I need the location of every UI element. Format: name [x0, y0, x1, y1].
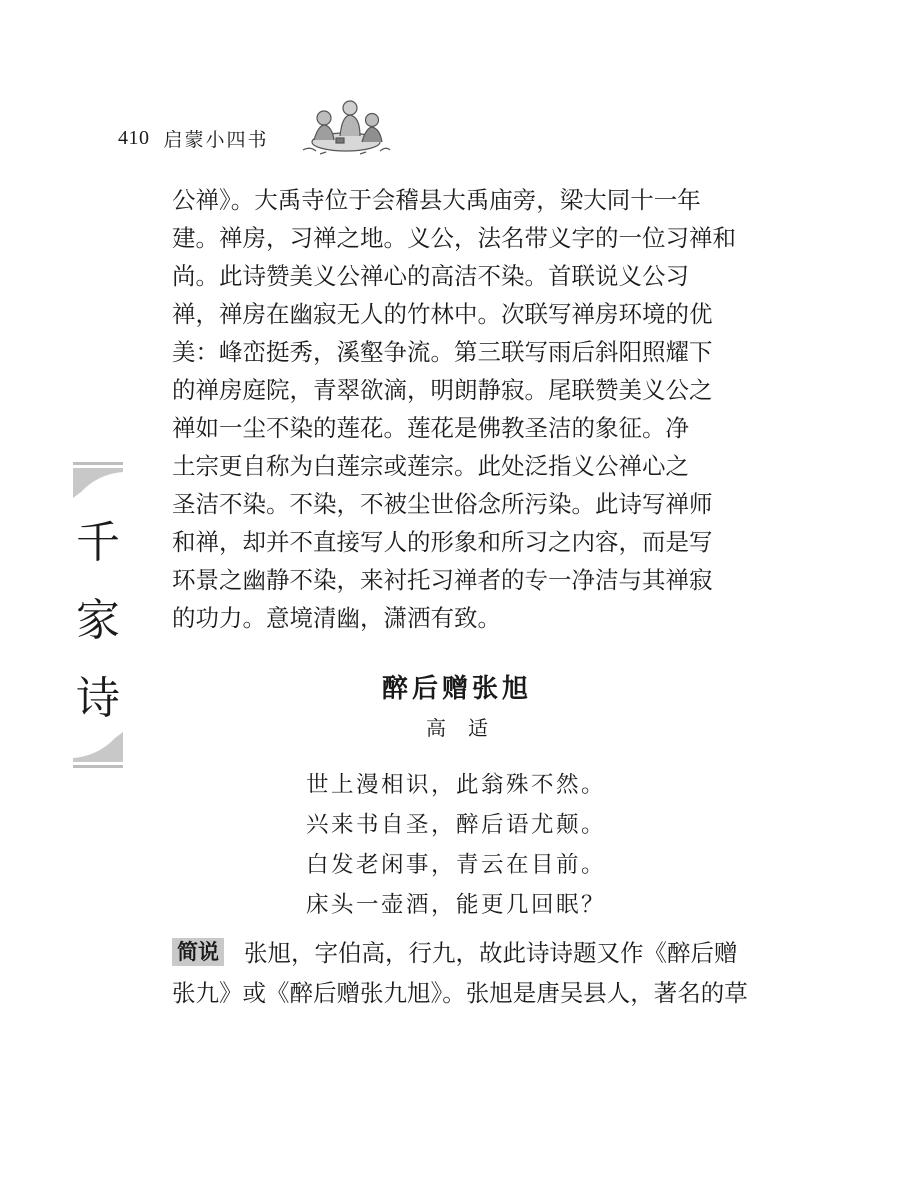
commentary: [172, 933, 748, 1013]
body-line: 美：峰峦挺秀，溪壑争流。第三联写雨后斜阳照耀下: [172, 338, 713, 366]
body-line: 的功力。意境清幽，潇洒有致。: [172, 604, 501, 632]
body-line: 建。禅房，习禅之地。义公，法名带义字的一位习禅和: [172, 224, 736, 252]
poem-title: 醉后赠张旭: [381, 674, 532, 704]
side-section-tab: [73, 462, 123, 768]
header-illustration: [300, 96, 392, 158]
poem-author: 高适: [426, 716, 510, 740]
body-line: 禅如一尘不染的莲花。莲花是佛教圣洁的象征。净: [172, 414, 689, 442]
body-line: 土宗更自称为白莲宗或莲宗。此处泛指义公禅心之: [172, 452, 689, 480]
poem-verse: 兴来书自圣，醉后语尤颠。: [306, 812, 607, 838]
page-number: 410: [118, 126, 150, 149]
commentary-text: 张旭，字伯高，行九，故此诗诗题又作《醉后赠: [244, 939, 738, 967]
side-tab-char: 诗: [76, 673, 120, 724]
side-tab-char: 家: [76, 595, 120, 646]
commentary-line: [172, 933, 748, 973]
body-line: 圣洁不染。不染，不被尘世俗念所污染。此诗写禅师: [172, 490, 713, 518]
poem-verse: 床头一壶酒，能更几回眠？: [306, 892, 607, 918]
poem-verses: [306, 765, 666, 925]
body-line: 的禅房庭院，青翠欲滴，明朗静寂。尾联赞美义公之: [172, 376, 713, 404]
side-tab-characters: [73, 504, 123, 738]
side-tab-char: 千: [76, 517, 120, 568]
body-line: 公禅》。大禹寺位于会稽县大禹庙旁，梁大同十一年: [172, 186, 701, 214]
body-line: 和禅，却并不直接写人的形象和所习之内容，而是写: [172, 528, 713, 556]
bracket-top-decoration: [73, 462, 123, 498]
commentary-line: 张九》或《醉后赠张九旭》。张旭是唐吴县人，著名的草: [172, 979, 748, 1007]
body-line: 禅，禅房在幽寂无人的竹林中。次联写禅房环境的优: [172, 300, 713, 328]
body-line: 环景之幽静不染，来衬托习禅者的专一净洁与其禅寂: [172, 566, 713, 594]
poem-verse: 世上漫相识，此翁殊不然。: [306, 772, 607, 798]
body-line: 尚。此诗赞美义公禅心的高洁不染。首联说义公习: [172, 262, 689, 290]
bracket-bottom-decoration: [73, 732, 123, 768]
poem-verse: 白发老闲事，青云在目前。: [306, 852, 607, 878]
body-text: [172, 181, 742, 637]
book-title: 启蒙小四书: [163, 128, 269, 151]
page-header: [118, 118, 269, 158]
commentary-label: 简说: [172, 938, 224, 966]
